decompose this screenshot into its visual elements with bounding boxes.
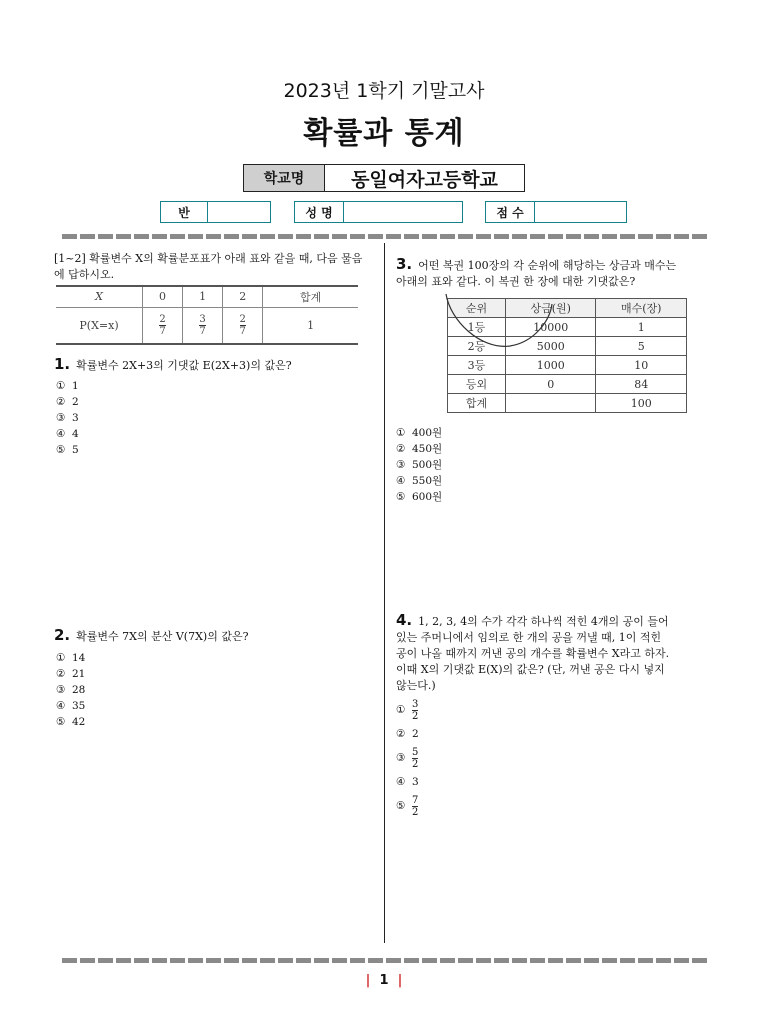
prize-cell: 1 <box>596 318 687 337</box>
prize-cell: 10000 <box>505 318 596 337</box>
prize-cell: 100 <box>596 394 687 413</box>
exam-title: 2023년 1학기 기말고사 <box>283 80 485 102</box>
q4-choice-4[interactable]: ④ 3 <box>396 776 419 788</box>
q3-number: 3. <box>396 255 413 273</box>
q2-choices <box>56 650 85 730</box>
question-2 <box>54 627 374 645</box>
q3-choice-3[interactable]: ③ 500원 <box>396 459 443 471</box>
name-field[interactable] <box>343 201 463 223</box>
school-name: 동일여자고등학교 <box>351 168 498 191</box>
subject-title: 확률과 통계 <box>303 116 465 151</box>
dist-x-header: X <box>95 290 103 304</box>
q4-choice-5[interactable]: ⑤ $\frac{7}{2}$ <box>396 794 419 818</box>
q1-choice-1[interactable]: ① 1 <box>56 380 79 392</box>
question-4 <box>396 612 718 694</box>
dist-prob-2: $\frac{2}{7}$ <box>239 313 246 337</box>
prize-cell: 합계 <box>448 394 506 413</box>
q4-line-1: 1, 2, 3, 4의 수가 각각 하나씩 적힌 4개의 공이 들어 <box>418 615 669 628</box>
q3-text-line2: 아래의 표와 같다. 이 복권 한 장에 대한 기댓값은? <box>396 275 636 288</box>
dist-prob-1: $\frac{3}{7}$ <box>199 313 206 337</box>
prize-header-prize: 상금(원) <box>505 299 596 318</box>
q4-choices <box>396 697 419 819</box>
prize-cell: 84 <box>596 375 687 394</box>
prize-cell: 0 <box>505 375 596 394</box>
q4-line-3: 공이 나올 때까지 꺼낸 공의 개수를 확률변수 X라고 하자. <box>396 647 670 660</box>
dist-value-1: 1 <box>183 287 223 307</box>
q4-choice-1[interactable]: ① $\frac{3}{2}$ <box>396 698 419 722</box>
school-label: 학교명 <box>244 165 325 191</box>
prize-header-count: 매수(장) <box>596 299 687 318</box>
q3-choice-5[interactable]: ⑤ 600원 <box>396 491 443 503</box>
q2-choice-1[interactable]: ① 14 <box>56 652 86 664</box>
question-1 <box>54 356 374 374</box>
prize-cell: 5000 <box>505 337 596 356</box>
q2-number: 2. <box>54 626 71 644</box>
q4-choice-2[interactable]: ② 2 <box>396 728 419 740</box>
q2-choice-4[interactable]: ④ 35 <box>56 700 86 712</box>
q1-choice-4[interactable]: ④ 4 <box>56 428 79 440</box>
dist-p-header: P(X=x) <box>79 318 119 332</box>
dist-value-2: 2 <box>223 287 263 307</box>
q2-choice-3[interactable]: ③ 28 <box>56 684 86 696</box>
q4-line-2: 있는 주머니에서 임의로 한 개의 공을 꺼낼 때, 1이 적힌 <box>396 631 662 644</box>
page-number: | 1 | <box>365 973 403 988</box>
prize-cell: 2등 <box>448 337 506 356</box>
q1-number: 1. <box>54 355 71 373</box>
distribution-table <box>56 287 358 343</box>
prize-cell: 1등 <box>448 318 506 337</box>
score-label: 점 수 <box>485 201 535 223</box>
q3-text-line1: 어떤 복권 100장의 각 순위에 해당하는 상금과 매수는 <box>418 259 677 272</box>
q1-choice-5[interactable]: ⑤ 5 <box>56 444 79 456</box>
q4-line-5: 않는다.) <box>396 679 436 692</box>
dist-total-value: 1 <box>263 307 358 343</box>
q4-number: 4. <box>396 611 413 629</box>
distribution-table-wrap <box>56 285 358 345</box>
prize-cell: 10 <box>596 356 687 375</box>
q4-line-4: 이때 X의 기댓값 E(X)의 값은? (단, 꺼낸 공은 다시 넣지 <box>396 663 665 676</box>
q2-text: 확률변수 7X의 분산 V(7X)의 값은? <box>76 630 249 643</box>
prize-cell <box>505 394 596 413</box>
q1-choice-2[interactable]: ② 2 <box>56 396 79 408</box>
q1-text: 확률변수 2X+3의 기댓값 E(2X+3)의 값은? <box>76 359 292 372</box>
handwritten-scribble <box>440 290 560 360</box>
q1-choice-3[interactable]: ③ 3 <box>56 412 79 424</box>
q3-choice-1[interactable]: ① 400원 <box>396 427 443 439</box>
score-field[interactable] <box>534 201 627 223</box>
group-instruction: [1~2] 확률변수 X의 확률분포표가 아래 표와 같을 때, 다음 물음에 답하시오. <box>54 252 363 281</box>
prize-cell: 3등 <box>448 356 506 375</box>
prize-cell: 1000 <box>505 356 596 375</box>
dist-prob-0: $\frac{2}{7}$ <box>159 313 166 337</box>
class-field[interactable] <box>207 201 271 223</box>
dist-total-header: 합계 <box>263 287 358 307</box>
q3-choices <box>396 425 442 505</box>
q3-choice-4[interactable]: ④ 550원 <box>396 475 443 487</box>
dist-value-0: 0 <box>143 287 183 307</box>
q2-choice-5[interactable]: ⑤ 42 <box>56 716 86 728</box>
prize-cell: 등외 <box>448 375 506 394</box>
q4-choice-3[interactable]: ③ $\frac{5}{2}$ <box>396 746 419 770</box>
class-label: 반 <box>160 201 208 223</box>
bottom-divider <box>62 958 708 963</box>
name-label: 성 명 <box>294 201 344 223</box>
question-3 <box>396 256 718 290</box>
prize-cell: 5 <box>596 337 687 356</box>
q3-choice-2[interactable]: ② 450원 <box>396 443 443 455</box>
q1-choices <box>56 378 79 458</box>
top-divider <box>62 234 708 239</box>
prize-header-rank: 순위 <box>448 299 506 318</box>
school-box <box>243 164 525 192</box>
q2-choice-2[interactable]: ② 21 <box>56 668 86 680</box>
column-divider <box>384 243 385 943</box>
